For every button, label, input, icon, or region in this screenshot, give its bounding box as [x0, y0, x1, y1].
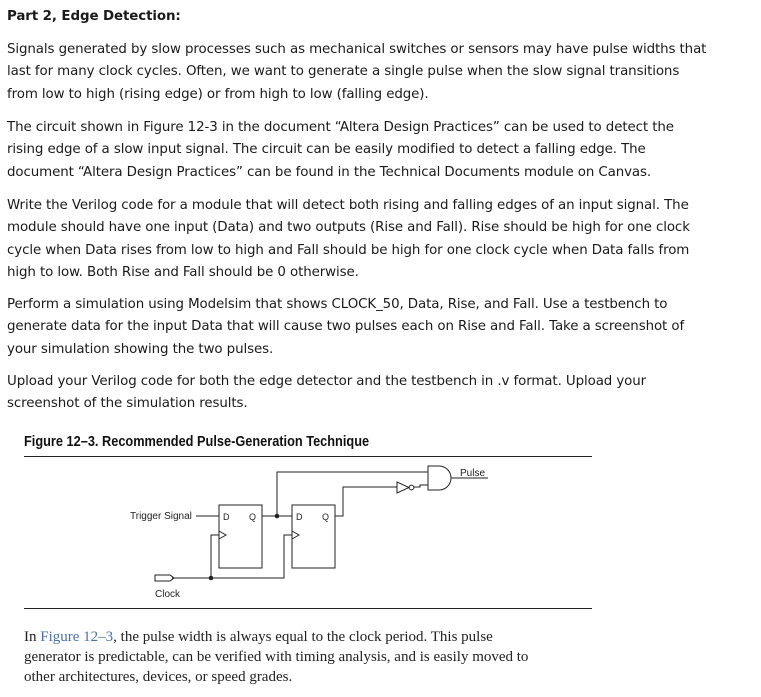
clock-input-arrow — [155, 575, 174, 581]
paragraph-line: The circuit shown in Figure 12-3 in the document “Altera Design Practices” can be used to detect the — [7, 120, 674, 135]
and-input-wire-a — [277, 472, 428, 516]
paragraph-line: your simulation showing the two pulses. — [7, 341, 274, 357]
paragraph-line: from low to high (rising edge) or from high to low (falling edge). — [7, 86, 429, 102]
caption-text: , the pulse width is always equal to the clock period. This pulse — [113, 629, 493, 645]
paragraph-line: cycle when Data rises from low to high and Fall should be high for one clock cycle when Data falls from — [7, 242, 690, 258]
paragraph-line: module should have one input (Data) and two outputs (Rise and Fall). Rise should be high for one clock — [7, 220, 690, 236]
section-heading: Part 2, Edge Detection: — [7, 9, 181, 24]
and-input-wire-b — [414, 485, 428, 487]
ff1-d-label: D — [223, 512, 230, 522]
ff1-clock-triangle — [219, 531, 226, 539]
clock-label: Clock — [155, 589, 181, 600]
figure-title: Figure 12–3. Recommended Pulse-Generation Technique — [24, 434, 370, 450]
caption-line — [24, 627, 604, 647]
and-gate — [428, 466, 451, 490]
inverter-gate — [397, 482, 409, 493]
ff1-q-label: Q — [249, 512, 257, 522]
junction-dot-1 — [275, 514, 280, 519]
trigger-signal-label: Trigger Signal — [130, 511, 192, 522]
clock-wire-ff2 — [211, 535, 292, 578]
figure-bottom-rule — [24, 608, 592, 609]
paragraph-line: generate data for the input Data that will cause two pulses each on Rise and Fall. Take a screenshot of — [7, 319, 685, 335]
paragraph-line: high to low. Both Rise and Fall should be 0 otherwise. — [7, 264, 359, 280]
paragraph-line: document “Altera Design Practices” can be found in the Technical Documents module on Canvas. — [7, 164, 652, 180]
paragraph-line: Upload your Verilog code for both the edge detector and the testbench in .v format. Upload your — [7, 374, 647, 389]
paragraph-line: rising edge of a slow input signal. The circuit can be easily modified to detect a falling edge. The — [7, 142, 646, 158]
ff2-output-wire — [335, 487, 381, 516]
paragraph-line: Write the Verilog code for a module that will detect both rising and falling edges of an input signal. The — [7, 198, 689, 213]
ff2-clock-triangle — [292, 531, 299, 539]
ff2-d-label: D — [296, 512, 303, 522]
caption-text: In — [24, 629, 41, 645]
paragraph-line: last for many clock cycles. Often, we want to generate a single pulse when the slow signal transitions — [7, 64, 680, 80]
figure-caption — [24, 627, 604, 688]
caption-line: other architectures, devices, or speed grades. — [24, 669, 293, 686]
paragraph-line: Perform a simulation using Modelsim that shows CLOCK_50, Data, Rise, and Fall. Use a testbench to — [7, 297, 668, 312]
ff2-q-label: Q — [322, 512, 330, 522]
figure-link[interactable]: Figure 12–3 — [40, 629, 114, 645]
paragraph-line: Signals generated by slow processes such as mechanical switches or sensors may have pulse widths that — [7, 42, 707, 57]
clock-wire-ff1 — [172, 535, 219, 578]
junction-dot-2 — [209, 576, 214, 581]
pulse-label: Pulse — [460, 468, 486, 479]
caption-line: generator is predictable, can be verified with timing analysis, and is easily moved to — [24, 649, 529, 666]
paragraph-line: screenshot of the simulation results. — [7, 396, 248, 412]
